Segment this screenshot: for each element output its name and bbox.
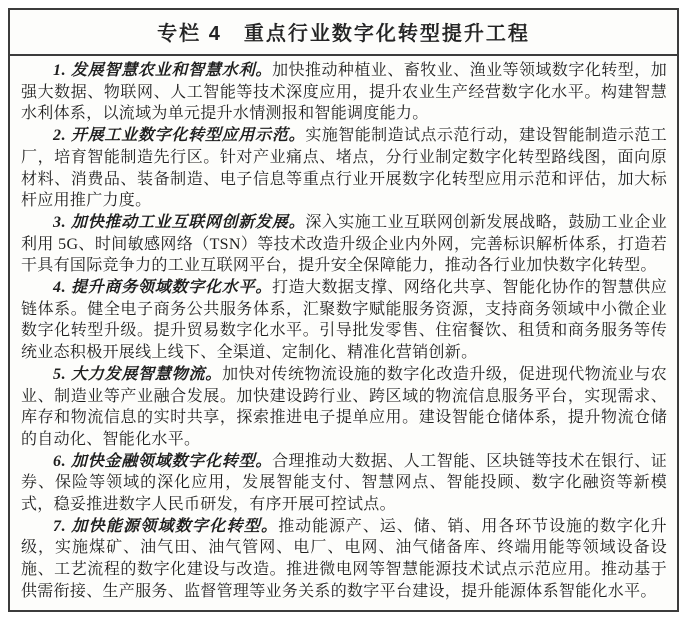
paragraph-text: 推动能源产、运、储、销、用各环节设施的数字化升级，实施煤矿、油气田、油气管网、电厂、电网、油气储备库、终端用能等领域设备设施、工艺流程的数字化建设与改造。推进微电网等智慧能源技术试点示范应用。推动基于供需衔接、生产服务、监督管理等业务关系的数字平台建设，提升能源体系智能化水平。 bbox=[21, 517, 667, 600]
paragraph-text: 合理推动大数据、人工智能、区块链等技术在银行、证券、保险等领域的深化应用，发展智能支付、智慧网点、智能投顾、数字化融资等新模式，稳妥推进数字人民币研发，有序开展可控试点。 bbox=[21, 452, 667, 514]
paragraph bbox=[21, 516, 667, 603]
paragraph-lead: 4. 提升商务领域数字化水平。 bbox=[53, 279, 273, 297]
paragraph bbox=[21, 212, 667, 277]
paragraph bbox=[21, 60, 667, 125]
paragraph-lead: 3. 加快推动工业互联网创新发展。 bbox=[53, 213, 306, 231]
column-title: 专栏 4 重点行业数字化转型提升工程 bbox=[10, 10, 677, 56]
paragraph-lead: 2. 开展工业数字化转型应用示范。 bbox=[53, 127, 306, 145]
paragraph-text: 加快推动种植业、畜牧业、渔业等领域数字化转型，加强大数据、物联网、人工智能等技术深度应用，提升农业生产经营数字化水平。构建智慧水利体系，以流域为单元提升水情测报和智能调度能力。 bbox=[21, 62, 667, 123]
paragraph bbox=[21, 364, 667, 451]
paragraph-text: 打造大数据支撑、网络化共享、智能化协作的智慧供应链体系。健全电子商务公共服务体系，汇聚数字赋能服务资源，支持商务领域中小微企业数字化转型升级。提升贸易数字化水平。引导批发零售、住宿餐饮、租赁和商务服务等传统业态积极开展线上线下、全渠道、定制化、精准化营销创新。 bbox=[21, 279, 667, 362]
paragraph-lead: 5. 大力发展智慧物流。 bbox=[53, 365, 223, 383]
paragraph-text: 加快对传统物流设施的数字化改造升级，促进现代物流业与农业、制造业等产业融合发展。加快建设跨行业、跨区域的物流信息服务平台，实现需求、库存和物流信息的实时共享，探索推进电子提单应用。建设智能仓储体系，提升物流仓储的自动化、智能化水平。 bbox=[21, 365, 667, 448]
paragraph bbox=[21, 277, 667, 364]
paragraph-lead: 1. 发展智慧农业和智慧水利。 bbox=[53, 62, 273, 79]
paragraph-text: 实施智能制造试点示范行动，建设智能制造示范工厂，培育智能制造先行区。针对产业痛点、堵点，分行业制定数字化转型路线图，面向原材料、消费品、装备制造、电子信息等重点行业开展数字化转型应用示范和评估，加大标杆应用推广力度。 bbox=[21, 127, 668, 210]
paragraph bbox=[21, 451, 667, 516]
paragraph-lead: 6. 加快金融领域数字化转型。 bbox=[53, 452, 273, 470]
column-box bbox=[8, 8, 679, 612]
paragraph-text: 深入实施工业互联网创新发展战略，鼓励工业企业利用 5G、时间敏感网络（TSN）等技术改造升级企业内外网，完善标识解析体系，打造若干具有国际竞争力的工业互联网平台，提升安全保障能力，推动各行业加快数字化转型。 bbox=[21, 213, 668, 275]
paragraph bbox=[21, 125, 667, 212]
paragraph-lead: 7. 加快能源领域数字化转型。 bbox=[53, 517, 279, 535]
column-body bbox=[10, 56, 677, 610]
